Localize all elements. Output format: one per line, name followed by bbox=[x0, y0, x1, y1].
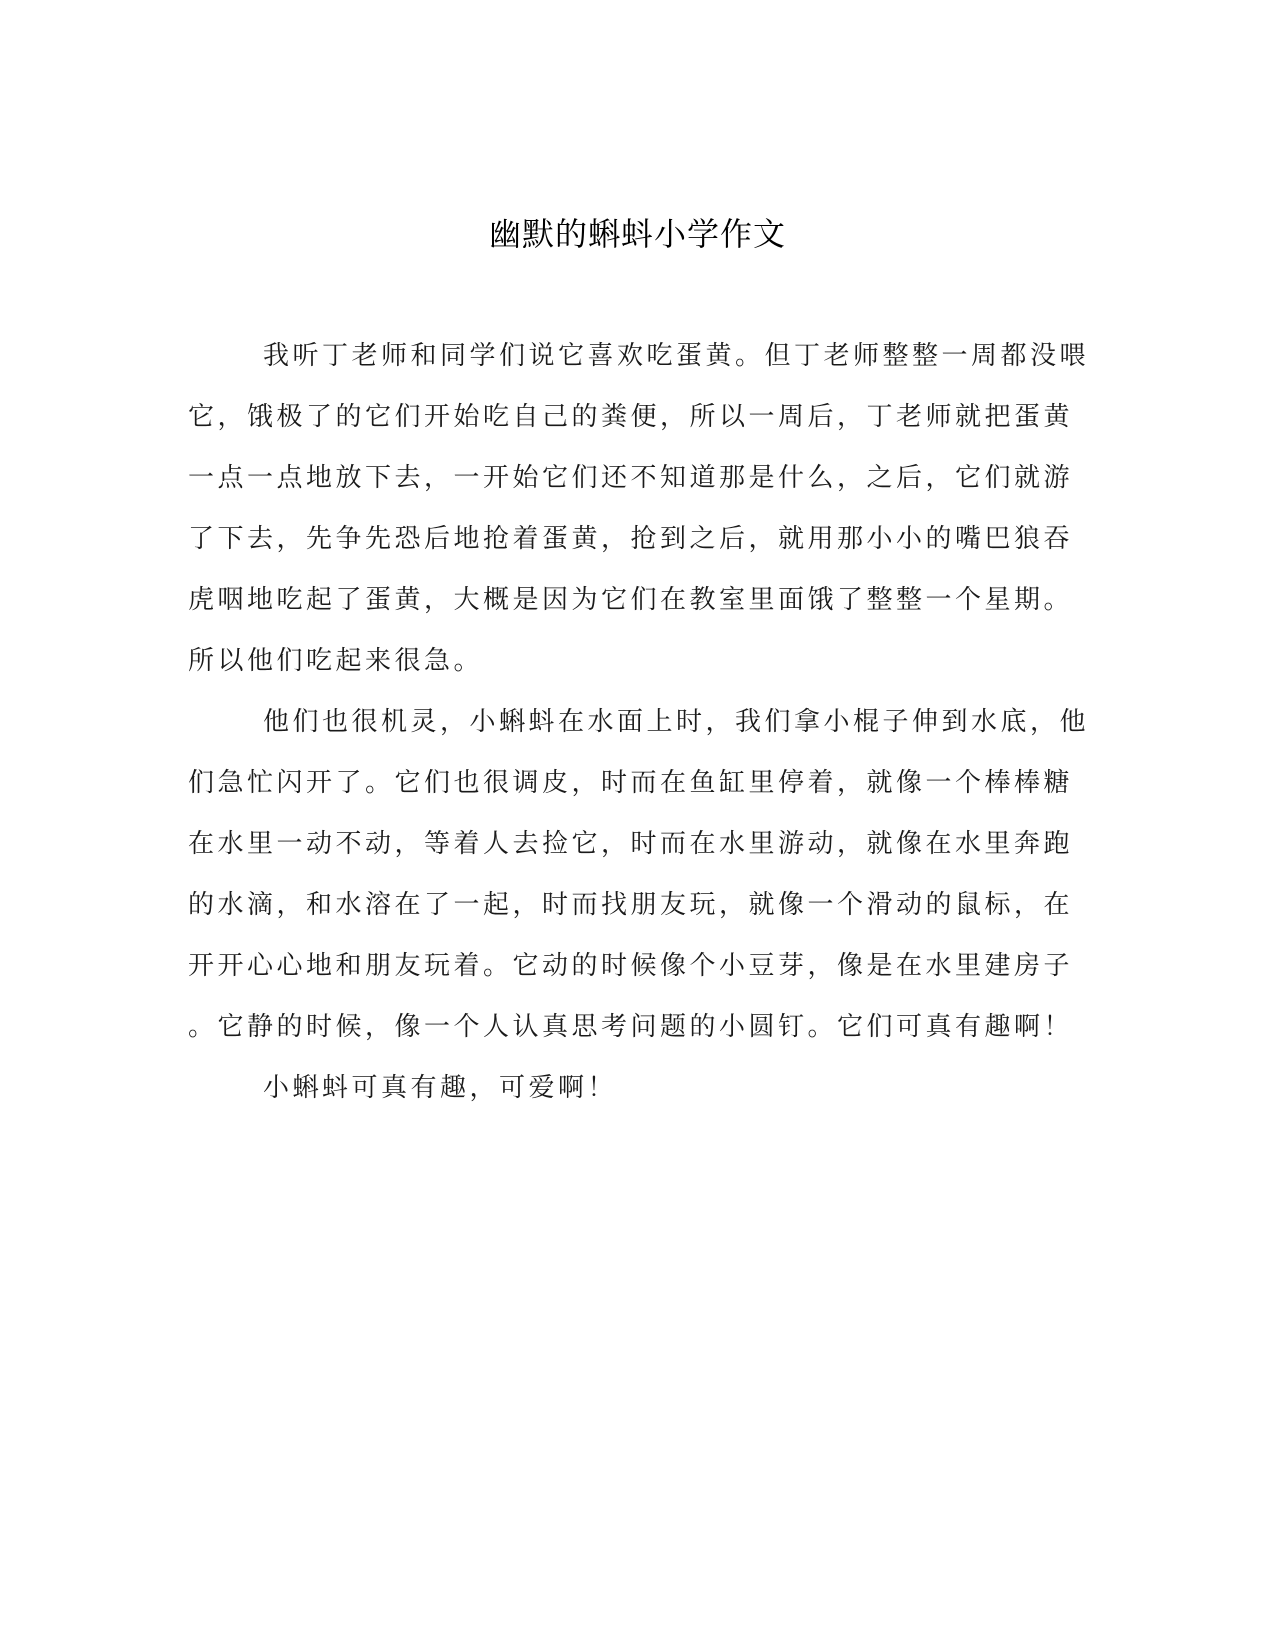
paragraph-line: 我听丁老师和同学们说它喜欢吃蛋黄。但丁老师整整一周都没喂 bbox=[263, 341, 1090, 371]
paragraph-line: 。它静的时候，像一个人认真思考问题的小圆钉。它们可真有趣啊！ bbox=[188, 1012, 1074, 1042]
document-body bbox=[188, 326, 1090, 1119]
paragraph-line: 小蝌蚪可真有趣，可爱啊！ bbox=[263, 1073, 618, 1103]
paragraph-line: 所以他们吃起来很急。 bbox=[188, 646, 484, 676]
paragraph-line: 一点一点地放下去，一开始它们还不知道那是什么，之后，它们就游 bbox=[188, 463, 1074, 493]
paragraph-1 bbox=[188, 326, 1090, 692]
paragraph-line: 的水滴，和水溶在了一起，时而找朋友玩，就像一个滑动的鼠标，在 bbox=[188, 890, 1074, 920]
paragraph-line: 了下去，先争先恐后地抢着蛋黄，抢到之后，就用那小小的嘴巴狼吞 bbox=[188, 524, 1074, 554]
paragraph-line: 开开心心地和朋友玩着。它动的时候像个小豆芽，像是在水里建房子 bbox=[188, 951, 1074, 981]
document-title: 幽默的蝌蚪小学作文 bbox=[488, 215, 786, 253]
paragraph-line: 它，饿极了的它们开始吃自己的粪便，所以一周后，丁老师就把蛋黄 bbox=[188, 402, 1074, 432]
paragraph-line: 们急忙闪开了。它们也很调皮，时而在鱼缸里停着，就像一个棒棒糖 bbox=[188, 768, 1074, 798]
paragraph-3 bbox=[188, 1058, 1068, 1119]
paragraph-line: 在水里一动不动，等着人去捡它，时而在水里游动，就像在水里奔跑 bbox=[188, 829, 1074, 859]
paragraph-line: 他们也很机灵，小蝌蚪在水面上时，我们拿小棍子伸到水底，他 bbox=[263, 707, 1090, 737]
paragraph-2 bbox=[188, 692, 1090, 1058]
paragraph-line: 虎咽地吃起了蛋黄，大概是因为它们在教室里面饿了整整一个星期。 bbox=[188, 585, 1074, 615]
